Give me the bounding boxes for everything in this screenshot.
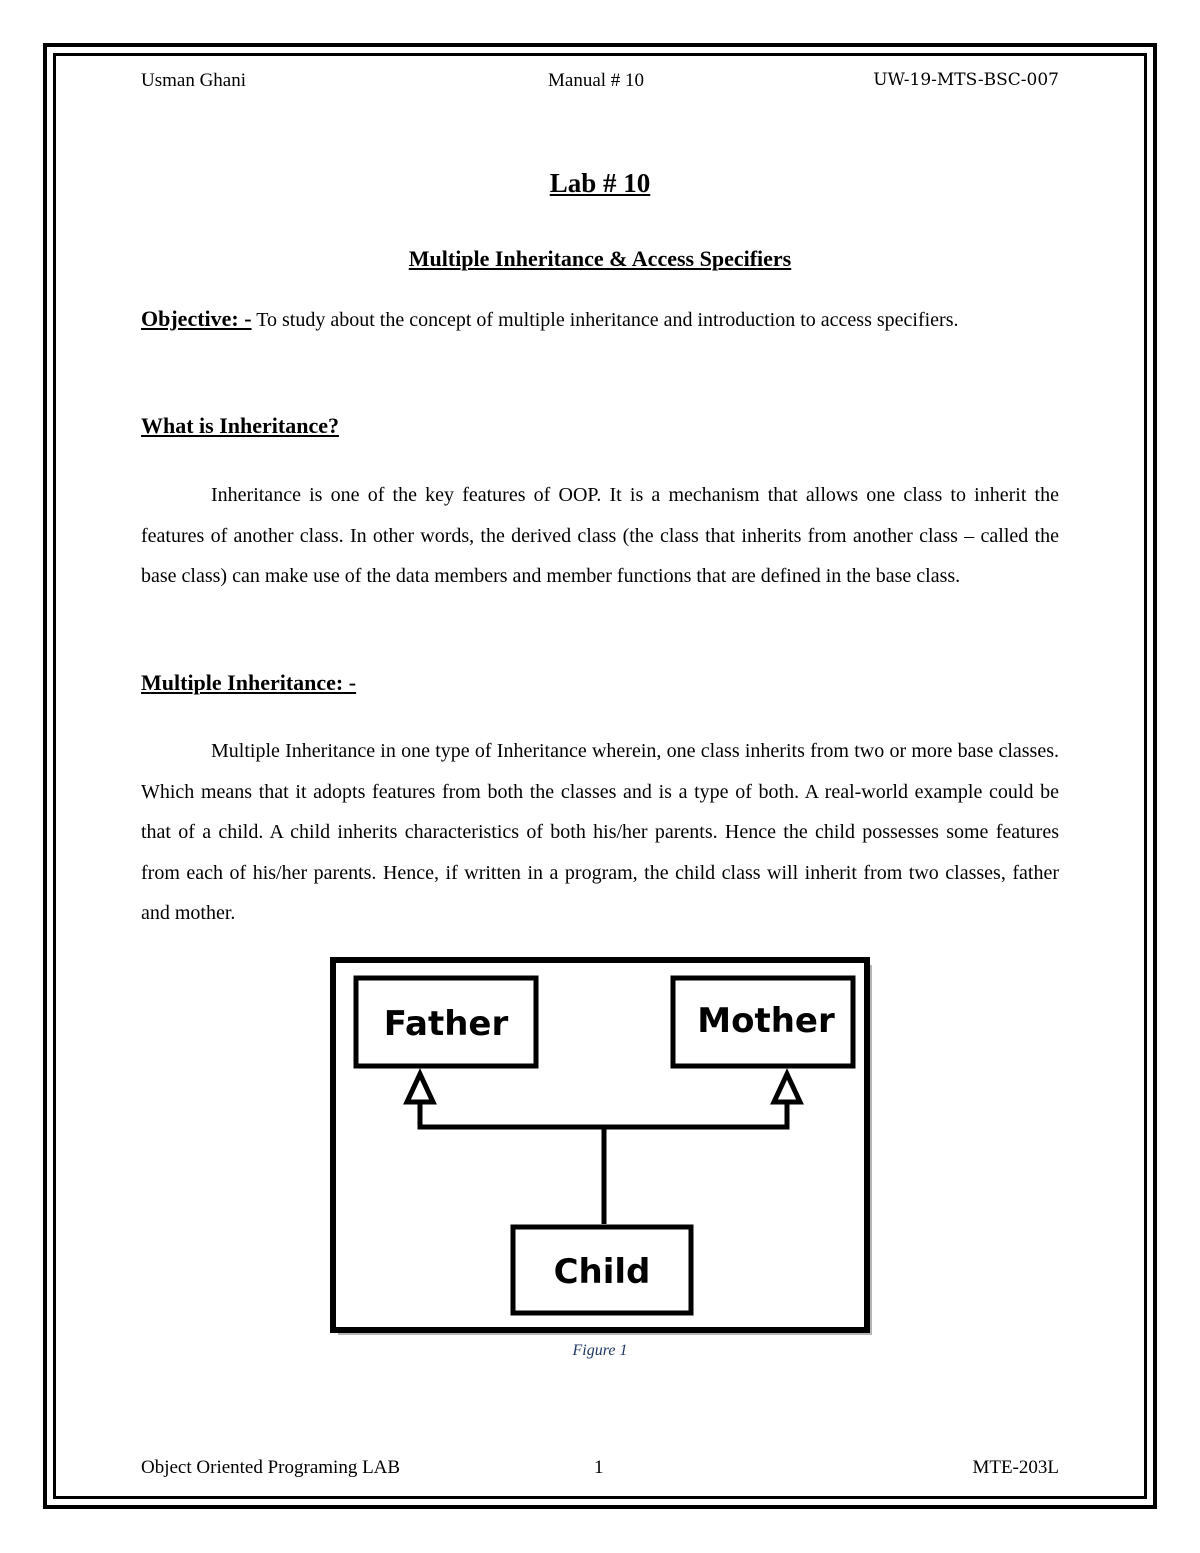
- multiple-inheritance-paragraph: [141, 731, 1059, 934]
- mother-label: Mother: [697, 1001, 835, 1041]
- father-label: Father: [383, 1004, 509, 1044]
- objective-label: Objective: -: [141, 306, 252, 331]
- lab-title: Lab # 10: [549, 168, 651, 198]
- header-manual-number: Manual # 10: [548, 70, 645, 91]
- footer-course-name: Object Oriented Programing LAB: [141, 1457, 401, 1478]
- objective-paragraph: [141, 299, 1059, 341]
- lab-subtitle: Multiple Inheritance & Access Specifiers: [408, 246, 792, 271]
- footer-page-number: 1: [594, 1457, 604, 1478]
- inheritance-paragraph: [141, 475, 1059, 597]
- page-footer: [141, 1457, 1059, 1485]
- figure-caption: Figure 1: [572, 1342, 628, 1359]
- inheritance-text: Inheritance is one of the key features of OOP. It is a mechanism that allows one class to inherit the features of another class. In other words, the derived class (the class that inherits from another class – called the base class) can make use of the data members and member functions that are defined in the base class.: [141, 484, 1059, 587]
- section-heading-multiple-inheritance: Multiple Inheritance: -: [141, 670, 357, 695]
- child-label: Child: [553, 1252, 651, 1292]
- inheritance-diagram: [330, 957, 876, 1339]
- header-author: Usman Ghani: [141, 70, 247, 91]
- footer-course-code: MTE-203L: [972, 1457, 1059, 1478]
- section-heading-inheritance: What is Inheritance?: [141, 413, 339, 438]
- multiple-inheritance-text: Multiple Inheritance in one type of Inheritance wherein, one class inherits from two or more base classes. Which means that it adopts features from both the classes and is a type of both. A real-world example could be that of a child. A child inherits characteristics of both his/her parents. Hence the child possesses some features from each of his/her parents. Hence, if written in a program, the child class will inherit from two classes, father and mother.: [141, 740, 1059, 924]
- objective-text: To study about the concept of multiple inheritance and introduction to access specifiers.: [251, 309, 959, 331]
- header-student-id: UW-19-MTS-BSC-007: [873, 70, 1059, 90]
- page-header: [141, 70, 1059, 98]
